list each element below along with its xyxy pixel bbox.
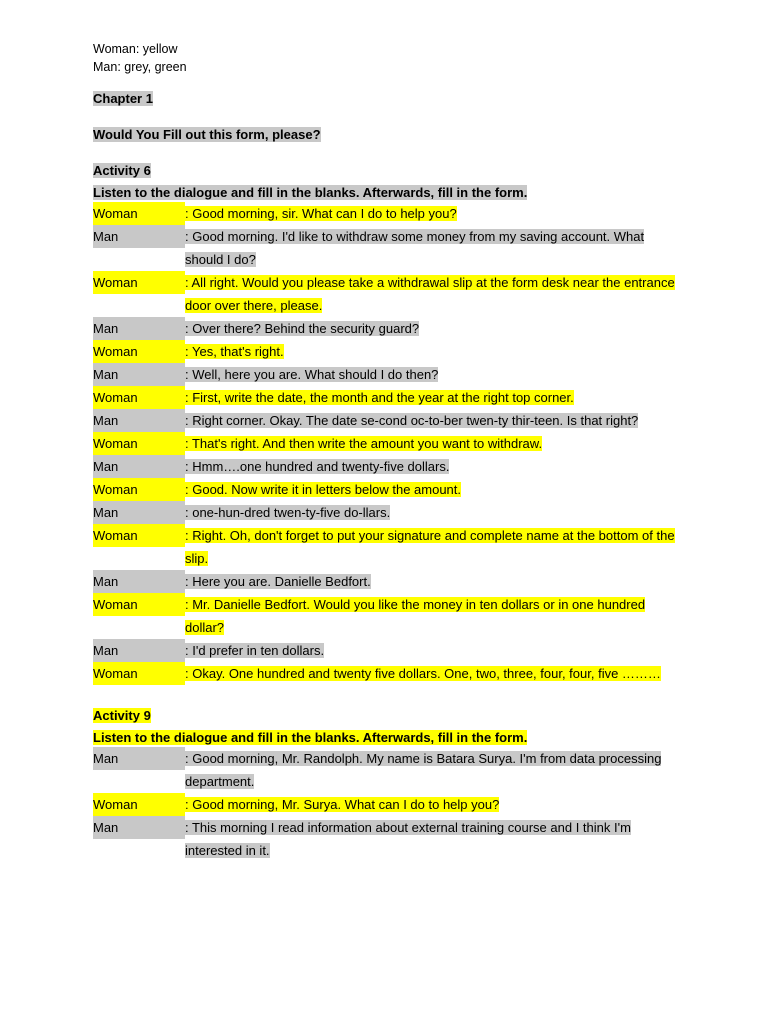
dialogue-line (93, 662, 683, 685)
activity9-title-text: Activity 9 (93, 708, 151, 723)
speaker-label: Man (93, 409, 185, 432)
dialogue-text: : Good. Now write it in letters below the amount. (185, 482, 462, 497)
dialogue-text: : First, write the date, the month and the year at the right top corner. (185, 390, 574, 405)
dialogue-line (93, 386, 683, 409)
chapter-title (93, 126, 683, 144)
dialogue-text: : Okay. One hundred and twenty five dollars. One, two, three, four, four, five ……… (185, 666, 661, 681)
dialogue-line (93, 202, 683, 225)
speaker-label: Woman (93, 524, 185, 547)
dialogue-text: : That's right. And then write the amount you want to withdraw. (185, 436, 543, 451)
dialogue-text: : All right. Would you please take a withdrawal slip at the form desk near the entrance door over there, please. (185, 275, 675, 313)
speaker-label: Man (93, 570, 185, 593)
speaker-label: Man (93, 363, 185, 386)
legend-man: Man: grey, green (93, 60, 187, 74)
speaker-label: Woman (93, 271, 185, 294)
activity6-instruction (93, 184, 683, 202)
dialogue-line (93, 524, 683, 570)
speaker-label: Woman (93, 340, 185, 363)
speaker-label: Man (93, 747, 185, 770)
dialogue-text: : Good morning, Mr. Surya. What can I do to help you? (185, 797, 500, 812)
activity9-dialogue (93, 747, 683, 862)
dialogue-line (93, 816, 683, 862)
dialogue-line (93, 455, 683, 478)
speaker-label: Woman (93, 386, 185, 409)
speaker-label: Man (93, 639, 185, 662)
color-legend (93, 40, 683, 76)
activity6-instruction-text: Listen to the dialogue and fill in the blanks. Afterwards, fill in the form. (93, 185, 528, 200)
dialogue-text: : This morning I read information about external training course and I think I'm interested in it. (185, 820, 631, 858)
legend-woman: Woman: yellow (93, 42, 178, 56)
dialogue-text: : Well, here you are. What should I do then? (185, 367, 439, 382)
speaker-label: Man (93, 816, 185, 839)
dialogue-line (93, 409, 683, 432)
activity6-dialogue (93, 202, 683, 685)
dialogue-text: : Good morning. I'd like to withdraw some money from my saving account. What should I do? (185, 229, 645, 267)
dialogue-text: : Hmm….one hundred and twenty-five dollars. (185, 459, 450, 474)
dialogue-line (93, 639, 683, 662)
dialogue-text: : one-hun-dred twen-ty-five do-llars. (185, 505, 391, 520)
dialogue-line (93, 317, 683, 340)
chapter-title-text: Would You Fill out this form, please? (93, 127, 321, 142)
speaker-label: Man (93, 455, 185, 478)
speaker-label: Woman (93, 793, 185, 816)
chapter-heading (93, 90, 683, 108)
document-page (93, 40, 683, 862)
dialogue-text: : Yes, that's right. (185, 344, 284, 359)
dialogue-text: : Over there? Behind the security guard? (185, 321, 420, 336)
dialogue-line (93, 593, 683, 639)
dialogue-text: : Good morning, sir. What can I do to help you? (185, 206, 457, 221)
dialogue-line (93, 570, 683, 593)
dialogue-text: : Here you are. Danielle Bedfort. (185, 574, 371, 589)
speaker-label: Woman (93, 478, 185, 501)
speaker-label: Woman (93, 662, 185, 685)
dialogue-line (93, 432, 683, 455)
dialogue-text: : Right. Oh, don't forget to put your signature and complete name at the bottom of the slip. (185, 528, 675, 566)
activity9-instruction (93, 729, 683, 747)
dialogue-line (93, 225, 683, 271)
dialogue-text: : I'd prefer in ten dollars. (185, 643, 325, 658)
activity6-title-text: Activity 6 (93, 163, 151, 178)
speaker-label: Woman (93, 593, 185, 616)
speaker-label: Man (93, 225, 185, 248)
dialogue-line (93, 340, 683, 363)
dialogue-line (93, 478, 683, 501)
dialogue-line (93, 271, 683, 317)
chapter-label: Chapter 1 (93, 91, 153, 106)
dialogue-line (93, 501, 683, 524)
dialogue-line (93, 793, 683, 816)
dialogue-text: : Right corner. Okay. The date se-cond oc-to-ber twen-ty thir-teen. Is that right? (185, 413, 639, 428)
speaker-label: Man (93, 501, 185, 524)
dialogue-text: : Good morning, Mr. Randolph. My name is Batara Surya. I'm from data processing department. (185, 751, 662, 789)
speaker-label: Woman (93, 202, 185, 225)
speaker-label: Woman (93, 432, 185, 455)
activity9-instruction-text: Listen to the dialogue and fill in the blanks. Afterwards, fill in the form. (93, 730, 528, 745)
dialogue-line (93, 363, 683, 386)
dialogue-text: : Mr. Danielle Bedfort. Would you like the money in ten dollars or in one hundred dollar? (185, 597, 646, 635)
speaker-label: Man (93, 317, 185, 340)
activity9-title (93, 707, 683, 725)
dialogue-line (93, 747, 683, 793)
activity6-title (93, 162, 683, 180)
